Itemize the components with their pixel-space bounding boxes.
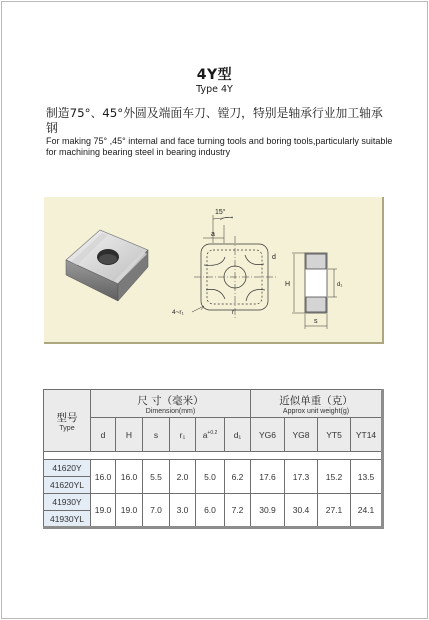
dim-label-radius: 4~r₁ bbox=[172, 309, 184, 316]
figure-panel bbox=[44, 197, 384, 344]
col-header-r1: r₁ bbox=[170, 418, 196, 452]
col-header-yt14: YT14 bbox=[351, 418, 383, 452]
type-cell: 41930YL bbox=[44, 511, 91, 528]
col-header-d: d bbox=[91, 418, 116, 452]
weight-header-en: Approx unit weight(g) bbox=[282, 407, 350, 415]
value-cell: 30.4 bbox=[285, 494, 318, 528]
value-cell: 17.3 bbox=[285, 460, 318, 494]
value-cell: 13.5 bbox=[351, 460, 383, 494]
value-cell: 7.2 bbox=[225, 494, 251, 528]
type-header-zh: 型号 bbox=[56, 411, 78, 424]
value-cell: 2.0 bbox=[170, 460, 196, 494]
value-cell: 7.0 bbox=[143, 494, 170, 528]
type-cell: 41930Y bbox=[44, 494, 91, 511]
col-header-yt5: YT5 bbox=[318, 418, 351, 452]
dim-label-a: a bbox=[211, 231, 215, 238]
product-title: 4Y型 bbox=[196, 67, 233, 83]
value-cell: 6.0 bbox=[196, 494, 225, 528]
dimension-header-cell bbox=[91, 390, 251, 418]
value-cell: 5.5 bbox=[143, 460, 170, 494]
col-header-a-tolerance: +0.2 bbox=[207, 429, 218, 436]
col-header-a bbox=[196, 418, 225, 452]
description-chinese: 制造75°、45°外圆及端面车刀、镗刀，特别是轴承行业加工轴承钢 bbox=[46, 106, 383, 135]
table-row bbox=[44, 460, 383, 477]
technical-drawing bbox=[44, 197, 384, 344]
col-header-s: s bbox=[143, 418, 170, 452]
value-cell: 15.2 bbox=[318, 460, 351, 494]
col-header-yg8: YG8 bbox=[285, 418, 318, 452]
value-cell: 19.0 bbox=[91, 494, 116, 528]
dimension-header-zh: 尺 寸（毫米） bbox=[137, 394, 204, 407]
col-header-a-label: a bbox=[202, 429, 208, 440]
value-cell: 24.1 bbox=[351, 494, 383, 528]
value-cell: 17.6 bbox=[251, 460, 285, 494]
insert-3d-illustration bbox=[66, 230, 148, 301]
spec-table bbox=[43, 389, 384, 529]
type-header-en: Type bbox=[59, 424, 75, 432]
weight-header-zh: 近似单重（克） bbox=[279, 394, 353, 407]
insert-top-view bbox=[192, 215, 277, 318]
description-english: For making 75° ,45° internal and face turning tools and boring tools,particularly suitable for machining bearing steel in bearing industry bbox=[46, 136, 393, 157]
product-subtitle: Type 4Y bbox=[196, 84, 233, 95]
value-cell: 6.2 bbox=[225, 460, 251, 494]
table-row bbox=[44, 494, 383, 511]
value-cell: 5.0 bbox=[196, 460, 225, 494]
col-header-yg6: YG6 bbox=[251, 418, 285, 452]
angle-label: 15° bbox=[215, 209, 226, 216]
type-cell: 41620YL bbox=[44, 477, 91, 494]
value-cell: 3.0 bbox=[170, 494, 196, 528]
type-cell: 41620Y bbox=[44, 460, 91, 477]
col-header-d1: d₁ bbox=[225, 418, 251, 452]
value-cell: 27.1 bbox=[318, 494, 351, 528]
value-cell: 19.0 bbox=[116, 494, 143, 528]
dim-label-r: r bbox=[232, 310, 234, 316]
dim-label-s: s bbox=[314, 318, 318, 325]
dim-label-h: H bbox=[285, 281, 291, 288]
value-cell: 16.0 bbox=[91, 460, 116, 494]
dim-label-d: d bbox=[272, 254, 276, 261]
dimension-header-en: Dimension(mm) bbox=[145, 407, 196, 415]
type-header-cell bbox=[44, 390, 91, 452]
value-cell: 30.9 bbox=[251, 494, 285, 528]
value-cell: 16.0 bbox=[116, 460, 143, 494]
weight-header-cell bbox=[251, 390, 383, 418]
dim-label-d1: d₁ bbox=[337, 282, 343, 288]
col-header-h: H bbox=[116, 418, 143, 452]
table-spacer bbox=[44, 452, 383, 460]
